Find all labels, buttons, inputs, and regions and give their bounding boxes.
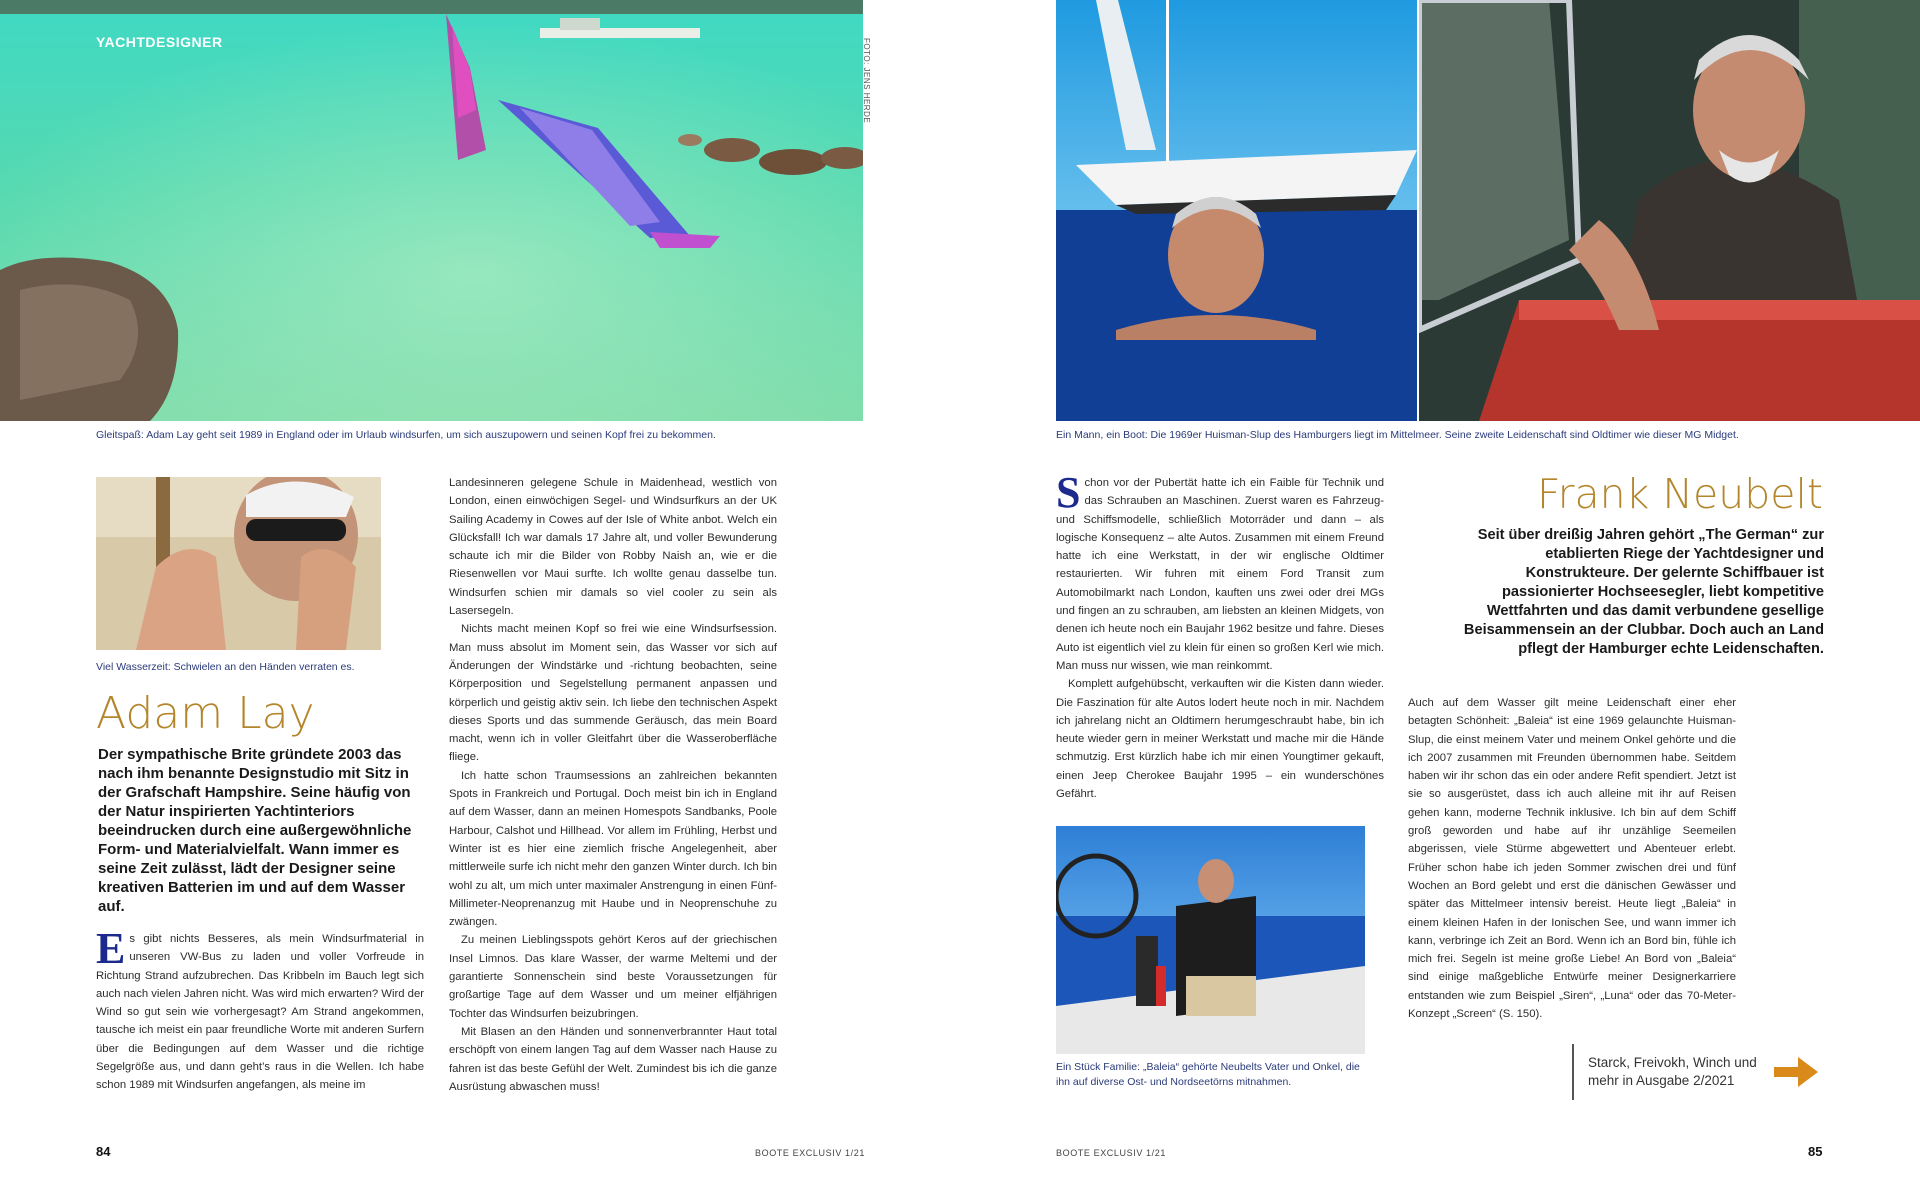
frank-neubelt-name: Frank Neubelt bbox=[1537, 470, 1823, 518]
left-magazine-name: BOOTE EXCLUSIV 1/21 bbox=[755, 1148, 865, 1158]
paragraph: Nichts macht meinen Kopf so frei wie eine Windsurfsession. Man muss absolut im Moment sein, das Wasser vor sich auf Änderungen der Windstärke und -richtung beobachten, seine Körperposition und Segelstellung permanent anpassen und körperlich und geistig aktiv sein. Ich liebe den technischen Aspekt dieses Sports und das summende Geräusch, das mein Board macht, wenn ich in voller Gleitfahrt über die Wasseroberfläche fliege. bbox=[449, 623, 777, 764]
top-right-caption: Ein Mann, ein Boot: Die 1969er Huisman-Slup des Hamburgers liegt im Mittelmeer. Seine zweite Leidenschaft sind Oldtimer wie dieser MG Midget. bbox=[1056, 429, 1739, 441]
right-col1-text: chon vor der Pubertät hatte ich ein Faible für Technik und das Schrauben an Maschinen. Zuerst waren es Fahrzeug- und Schiffsmodelle, schließlich Motorräder und dann – als logische Konsequenz – alte Autos. Zusammen mit einem Freund hatte ich eine Werkstatt, in der wir englische Oldtimer restaurierten. Wir fuhren mit einem Ford Transit zum Automobilmarkt nach London, kauften uns zwei oder drei MGs und fingen an zu schrauben, am liebsten an kleinen Midgets, von denen ich heute noch ein Baujahr 1962 besitze und fahre. Dieses Auto ist eigentlich viel zu klein für einen so großen Kerl wie mich. Man muss nur wissen, wie man reinkommt. bbox=[1056, 477, 1384, 672]
adam-lay-lead: Der sympathische Brite gründete 2003 das nach ihm benannte Designstudio mit Sitz in der Grafschaft Hampshire. Seine häufig von der Natur inspirierten Yachtinteriors beeindrucken durch eine außergewöhnliche Form- und Materialvielfalt. Wann immer es seine Zeit zulässt, lädt der Designer seine kreativen Batterien im und auf dem Wasser auf. bbox=[98, 746, 412, 915]
left-col1-text: s gibt nichts Besseres, als mein Windsurfmaterial in unseren VW-Bus zu laden und voller Vorfreude in Richtung Strand aufzubrechen. Das Kribbeln im Bauch legt sich auch nach vielen Jahren nicht. Was wird mich erwarten? Wird der Wind so gut sein wie vorhergesagt? Am Strand angekommen, tausche ich meist ein paar freundliche Worte mit anderen Surfern über die Bedingungen auf dem Wasser und die richtige Segelgröße aus, und dann geht’s raus in die Wellen. Ich habe schon 1989 mit Windsurfen angefangen, als meine im bbox=[96, 933, 424, 1092]
portrait-caption: Viel Wasserzeit: Schwielen an den Händen verraten es. bbox=[96, 661, 355, 673]
paragraph: Komplett aufgehübscht, verkauften wir die Kisten dann wieder. Die Faszination für alte Autos lodert heute noch in mir. Nachdem ich jahrelang nicht an Oldtimern herumgeschraubt habe, bin ich heute wieder gern in meiner Werkstatt und mache mir die Hände schmutzig. Erst kürzlich habe ich mir einen Youngtimer gekauft, einen Jeep Cherokee Baujahr 1995 – ein wunderschönes Gefährt. bbox=[1056, 678, 1384, 801]
hero-caption: Gleitspaß: Adam Lay geht seit 1989 in England oder im Urlaub windsurfen, um sich auszupowern und seinen Kopf frei zu bekommen. bbox=[96, 429, 716, 441]
dropcap-e: E bbox=[96, 924, 126, 973]
left-body-column-1 bbox=[96, 924, 424, 1095]
paragraph: Zu meinen Lieblingsspots gehört Keros auf der griechischen Insel Limnos. Das klare Wasser, der warme Meltemi und der garantierte Sonnenschein sind beste Voraussetzungen für großartige Tage auf dem Wasser und um meiner elfjährigen Tochter das Windsurfen beizubringen. bbox=[449, 934, 777, 1020]
boat-caption: Ein Stück Familie: „Baleia“ gehörte Neubelts Vater und Onkel, die ihn auf diverse Ost- und Nordseetörns mitnahmen. bbox=[1056, 1061, 1360, 1089]
boat-family-photo bbox=[1056, 826, 1365, 1054]
right-body-column-2 bbox=[1408, 694, 1736, 1023]
adam-lay-name: Adam Lay bbox=[96, 688, 315, 739]
swimming-yacht-photo bbox=[1056, 0, 1417, 421]
paragraph: Ich hatte schon Traumsessions an zahlreichen bekannten Spots in Frankreich und Portugal. Doch meist bin ich in England auf dem Wasser, dann an meinen Homespots Sandbanks, Poole Harbour, Calshot und Hillhead. Vor allem im Frühling, Herbst und Winter ist es hier eine ziemlich frische Angelegenheit, aber mittlerweile surfe ich nicht mehr den ganzen Winter durch. Ich bin wohl zu alt, um mich unter maximaler Anstrengung in einen Fünf-Millimeter-Neoprenanzug mit Haube und in Neoprenschuhe zu zwängen. bbox=[449, 769, 777, 929]
right-col2-text: Auch auf dem Wasser gilt meine Leidenschaft einer eher betagten Schönheit: „Baleia“ ist eine 1969 gelaunchte Huisman-Slup, die einst meinem Vater und meinem Onkel gehörte und die ich 2007 zusammen mit Freunden übernommen habe. Seitdem haben wir ihr schon das ein oder andere Refit spendiert. Jetzt ist sie so ausgerüstet, dass ich auch alleine mit ihr auf Reisen gehen kann, moderne Technik inklusive. Ich bin auf dem Schiff groß geworden und habe auf ihr unzählige Seemeilen abgerissen, viele Stürme abgewettert und Abenteuer erlebt. Früher schon habe ich jeden Sommer zwischen drei und fünf Wochen an Bord gelebt und erst die dänischen Gewässer und später das Mittelmeer intensiv bereist. Heute liegt „Baleia“ in einem kleinen Hafen in der Ionischen See, und wann immer ich kann, verbringe ich Zeit an Bord. Wenn ich an Bord bin, fühle ich mich frei. Segeln ist meine große Liebe! An Bord von „Baleia“ sind einige maßgebliche Entwürfe meiner Designerkarriere entstanden wie zum Beispiel „Siren“, „Luna“ oder das 70-Meter-Konzept „Screen“ (S. 150). bbox=[1408, 697, 1736, 1021]
arrow-right-icon[interactable] bbox=[1772, 1053, 1820, 1091]
right-magazine-name: BOOTE EXCLUSIV 1/21 bbox=[1056, 1148, 1166, 1158]
hero-windsurf-photo bbox=[0, 0, 863, 421]
adam-lay-portrait-photo bbox=[96, 477, 381, 650]
frank-neubelt-car-photo bbox=[1419, 0, 1920, 421]
section-tag: YACHTDESIGNER bbox=[96, 34, 223, 50]
left-page-number: 84 bbox=[96, 1144, 111, 1159]
dropcap-s: S bbox=[1056, 468, 1081, 517]
right-page-number: 85 bbox=[1808, 1144, 1823, 1159]
right-body-column-1 bbox=[1056, 468, 1384, 803]
left-body-column-2 bbox=[449, 474, 777, 1096]
paragraph: Landesinneren gelegene Schule in Maidenhead, westlich von London, einen einwöchigen Segel- und Windsurfkurs an der UK Sailing Academy in Cowes auf der Isle of White anbot. Welch ein Glücksfall! Ich war damals 17 Jahre alt, und voller Bewunderung schaute ich mir die Bilder von Robby Naish an, wie er die Riesenwellen vor Maui surfte. Ich wollte genau dasselbe tun. Windsurfen schien mir damals so viel cooler zu sein als Lasersegeln. bbox=[449, 477, 777, 618]
paragraph: Mit Blasen an den Händen und sonnenverbrannter Haut total erschöpft von einem langen Tag auf dem Wasser nach Hause zu fahren ist das beste Gefühl der Welt. Zumindest bis ich die ganze Ausrüstung abwaschen muss! bbox=[449, 1025, 777, 1093]
photo-credit: FOTO: JENS HERDE bbox=[862, 38, 871, 124]
teaser-text: Starck, Freivokh, Winch und mehr in Ausgabe 2/2021 bbox=[1588, 1055, 1757, 1088]
frank-neubelt-lead: Seit über dreißig Jahren gehört „The German“ zur etablierten Riege der Yachtdesigner und Konstrukteure. Der gelernte Schiffbauer ist passionierter Hochseesegler, liebt kompetitive Wettfahrten und das damit verbundene gesellige Beisammensein an der Clubbar. Doch auch an Land pflegt der Hamburger echte Leidenschaften. bbox=[1463, 527, 1824, 657]
